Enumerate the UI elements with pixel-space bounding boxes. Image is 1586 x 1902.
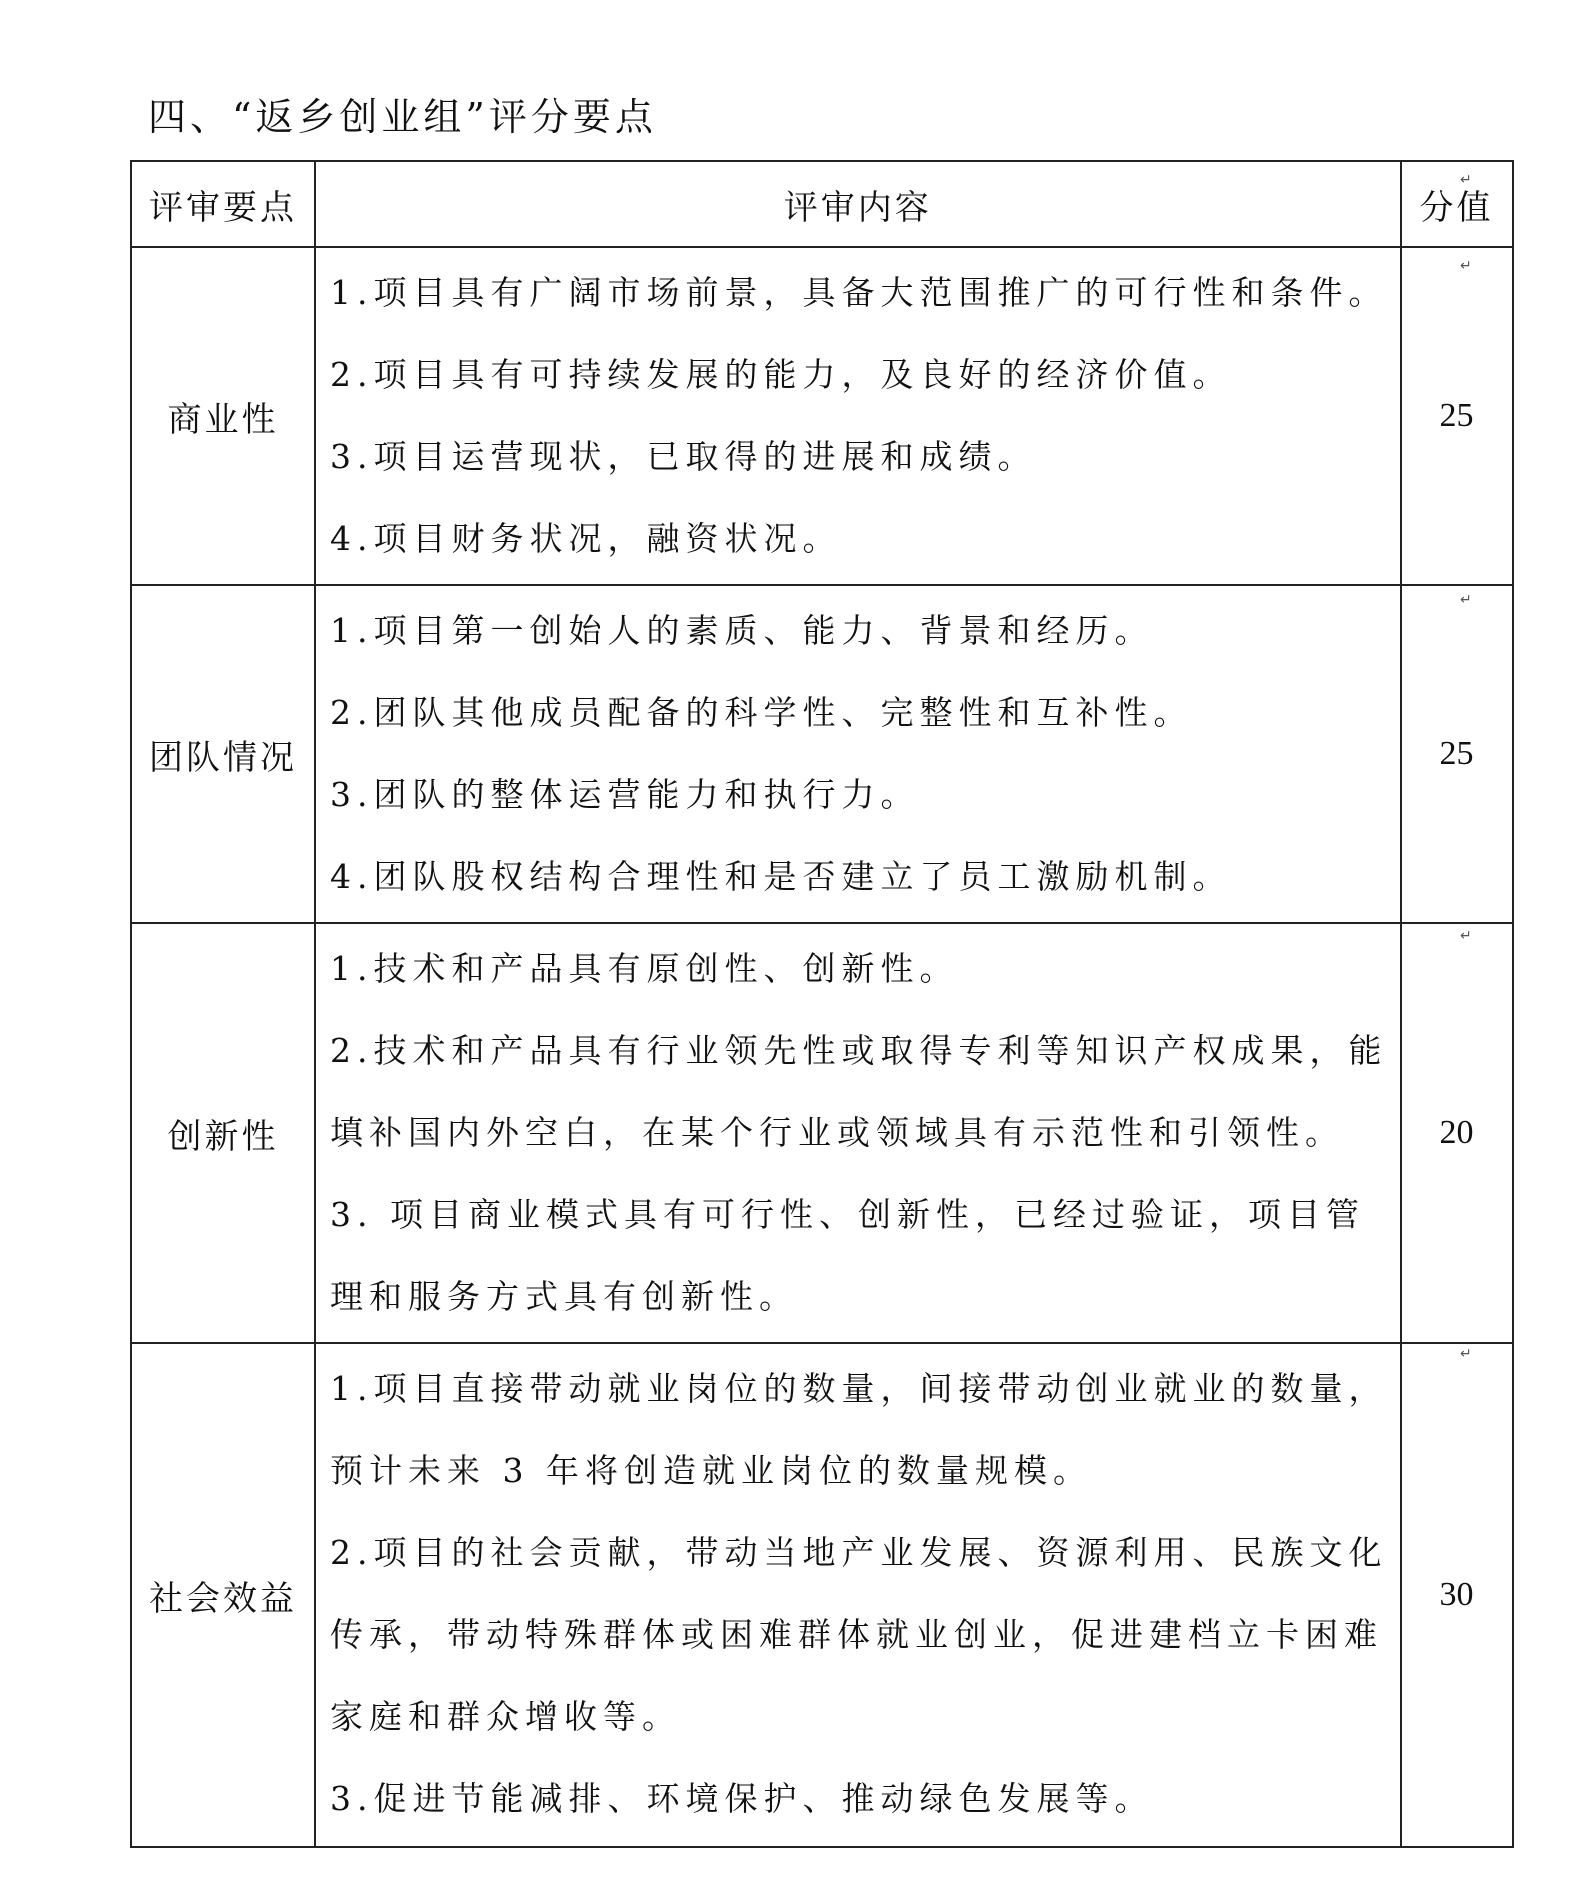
content-line: 理和服务方式具有创新性。 [330, 1277, 798, 1316]
row-score: 25 [1401, 247, 1513, 585]
row-aspect: 商业性 [131, 247, 315, 585]
table-header-row [131, 161, 1513, 247]
header-aspect: 评审要点 [131, 161, 315, 247]
page-heading: 四、“返乡创业组”评分要点 [148, 95, 657, 139]
row-content [315, 923, 1401, 1343]
row-content [315, 1343, 1401, 1847]
table-row [131, 585, 1513, 923]
content-line: 1.项目具有广阔市场前景，具备大范围推广的可行性和条件。 [330, 273, 1388, 312]
content-line: 1.项目直接带动就业岗位的数量，间接带动创业就业的数量， [330, 1369, 1388, 1408]
paragraph-mark-icon: ↵ [1460, 592, 1472, 608]
row-aspect: 创新性 [131, 923, 315, 1343]
content-line: 3.项目运营现状，已取得的进展和成绩。 [330, 437, 1037, 476]
content-line: 4.团队股权结构合理性和是否建立了员工激励机制。 [330, 857, 1232, 896]
content-line: 3.团队的整体运营能力和执行力。 [330, 775, 920, 814]
row-score: 20 [1401, 923, 1513, 1343]
row-score: 25 [1401, 585, 1513, 923]
row-aspect: 团队情况 [131, 585, 315, 923]
paragraph-mark-icon: ↵ [1460, 928, 1472, 944]
content-line: 2.技术和产品具有行业领先性或取得专利等知识产权成果，能 [330, 1031, 1388, 1070]
content-line: 家庭和群众增收等。 [330, 1697, 681, 1736]
table-row [131, 1343, 1513, 1847]
paragraph-mark-icon: ↵ [1460, 1346, 1472, 1362]
content-line: 1.项目第一创始人的素质、能力、背景和经历。 [330, 611, 1154, 650]
header-score: 分值 [1401, 161, 1513, 247]
content-line: 4.项目财务状况，融资状况。 [330, 519, 842, 558]
content-line: 3. 项目商业模式具有可行性、创新性，已经过验证，项目管 [330, 1195, 1365, 1234]
content-line: 2.项目具有可持续发展的能力，及良好的经济价值。 [330, 355, 1232, 394]
content-line: 2.团队其他成员配备的科学性、完整性和互补性。 [330, 693, 1193, 732]
content-line: 预计未来 3 年将创造就业岗位的数量规模。 [330, 1451, 1092, 1490]
header-content: 评审内容 [315, 161, 1401, 247]
content-line: 传承，带动特殊群体或困难群体就业创业，促进建档立卡困难 [330, 1615, 1383, 1654]
scoring-table [130, 160, 1514, 1848]
table-row [131, 923, 1513, 1343]
content-line: 1.技术和产品具有原创性、创新性。 [330, 949, 959, 988]
row-score: 30 [1401, 1343, 1513, 1847]
content-line: 3.促进节能减排、环境保护、推动绿色发展等。 [330, 1779, 1154, 1818]
row-content [315, 247, 1401, 585]
row-aspect: 社会效益 [131, 1343, 315, 1847]
row-content [315, 585, 1401, 923]
paragraph-mark-icon: ↵ [1460, 172, 1472, 188]
paragraph-mark-icon: ↵ [1460, 258, 1472, 274]
content-line: 2.项目的社会贡献，带动当地产业发展、资源利用、民族文化 [330, 1533, 1388, 1572]
table-row [131, 247, 1513, 585]
content-line: 填补国内外空白，在某个行业或领域具有示范性和引领性。 [330, 1113, 1344, 1152]
